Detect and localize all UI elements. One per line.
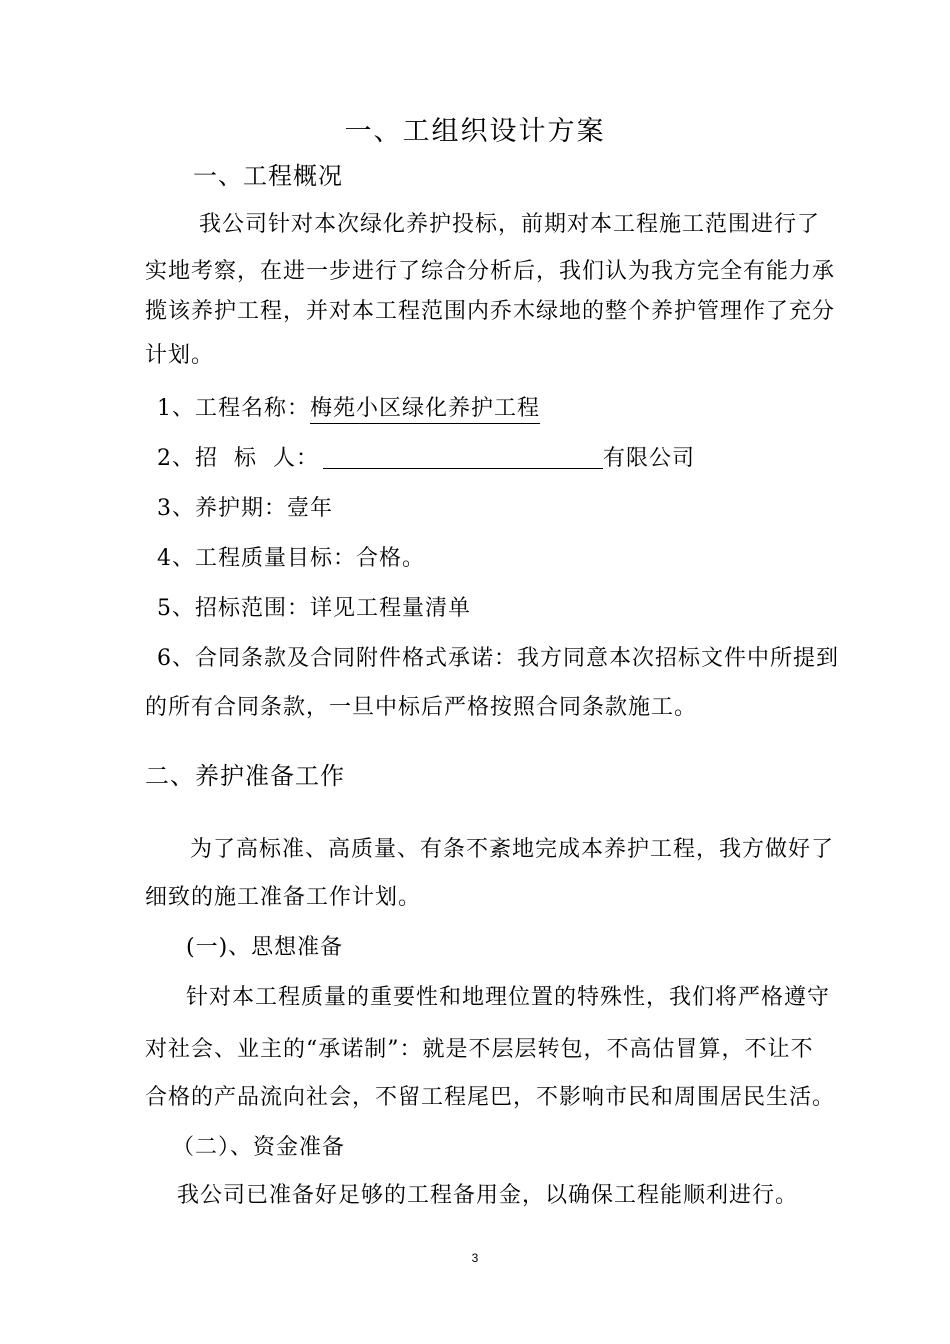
tenderer-blank-line (323, 444, 603, 469)
paragraph-line: 我公司已准备好足够的工程备用金，以确保工程能顺利进行。 (177, 1183, 799, 1208)
item-tenderer (157, 444, 695, 474)
paragraph-line: 为了高标准、高质量、有条不紊地完成本养护工程，我方做好了 (190, 837, 835, 862)
paragraph-line: 针对本工程质量的重要性和地理位置的特殊性，我们将严格遵守 (186, 985, 831, 1010)
paragraph-line: 揽该养护工程，并对本工程范围内乔木绿地的整个养护管理作了充分 (145, 299, 836, 324)
paragraph-line: 我公司针对本次绿化养护投标，前期对本工程施工范围进行了 (199, 212, 821, 237)
item-label: 1、工程名称： (157, 396, 310, 421)
item-project-name (157, 394, 540, 424)
item-tender-scope: 5、招标范围：详见工程量清单 (157, 596, 471, 621)
page-number: 3 (471, 1251, 479, 1265)
paragraph-line: 的所有合同条款，一旦中标后严格按照合同条款施工。 (145, 695, 698, 720)
item-quality-target: 4、工程质量目标：合格。 (157, 546, 425, 571)
section1-heading: 一、工程概况 (193, 162, 343, 190)
item-label: 2、招 标 人： (157, 446, 319, 471)
paragraph-line: 对社会、业主的“承诺制”：就是不层层转包，不高估冒算，不让不 (145, 1037, 814, 1062)
item-contract-terms: 6、合同条款及合同附件格式承诺：我方同意本次招标文件中所提到 (157, 646, 839, 671)
page-title: 一、工组织设计方案 (344, 116, 606, 147)
item-maintenance-period: 3、养护期：壹年 (157, 496, 333, 521)
paragraph-line: 计划。 (145, 343, 215, 368)
paragraph-line: 实地考察，在进一步进行了综合分析后，我们认为我方完全有能力承 (145, 259, 836, 284)
tenderer-suffix: 有限公司 (602, 446, 695, 471)
section2-heading: 二、养护准备工作 (145, 762, 345, 790)
subsection1-heading: (一)、思想准备 (186, 935, 344, 960)
subsection2-heading: （二）、资金准备 (172, 1135, 346, 1160)
paragraph-line: 合格的产品流向社会，不留工程尾巴，不影响市民和周围居民生活。 (145, 1085, 836, 1110)
project-name-value: 梅苑小区绿化养护工程 (310, 396, 540, 424)
paragraph-line: 细致的施工准备工作计划。 (145, 885, 422, 910)
